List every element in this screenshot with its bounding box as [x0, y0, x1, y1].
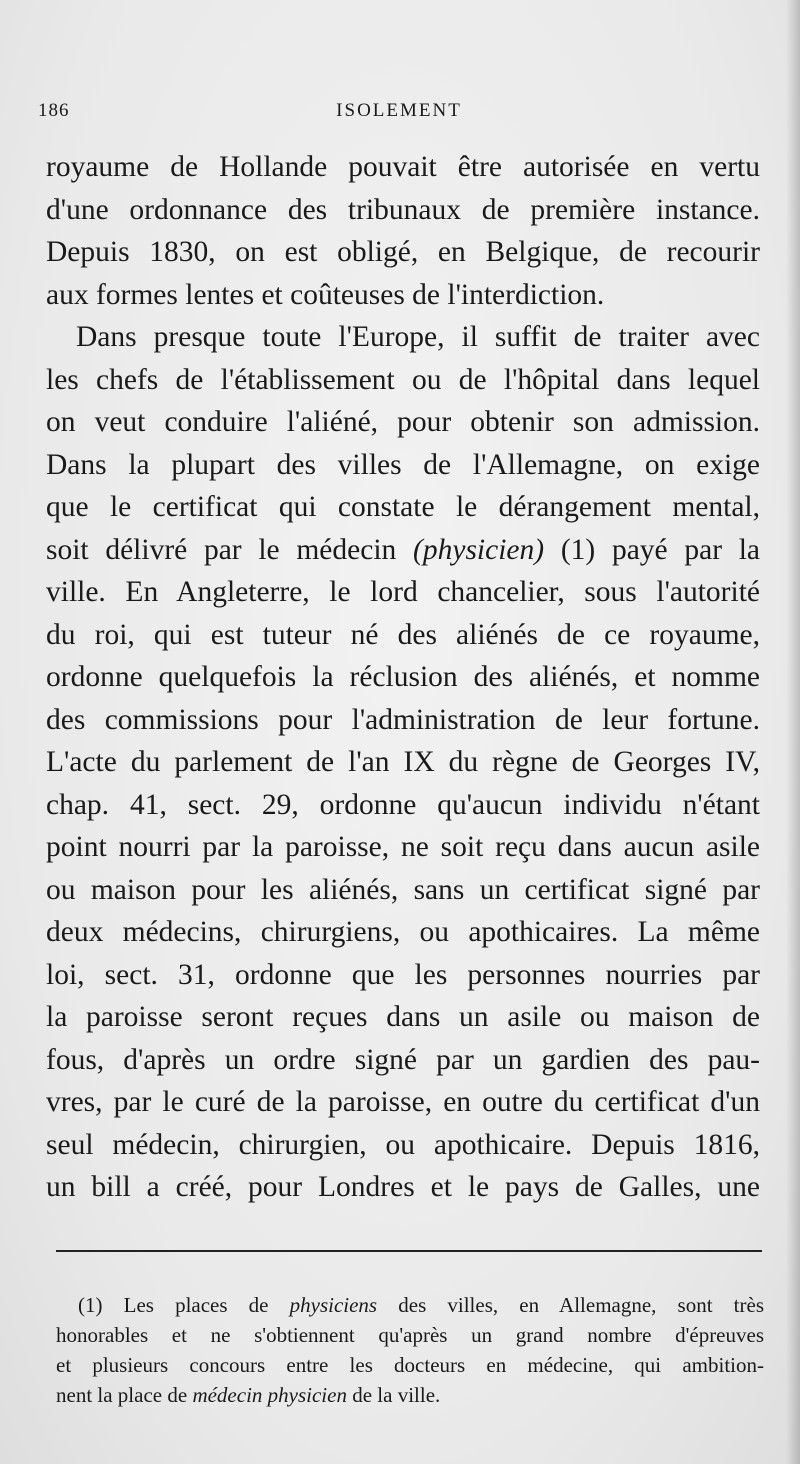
- footnote-line: [56, 1290, 764, 1320]
- text-line: un bill a créé, pour Londres et le pays de Galles, une: [46, 1171, 760, 1203]
- page-header: [38, 100, 760, 130]
- text-segment: soit délivré par le médecin: [46, 533, 397, 566]
- text-segment: des villes, en Allemagne, sont très: [398, 1293, 764, 1317]
- page-edge-shadow: [786, 0, 800, 1464]
- main-text: [46, 146, 760, 1209]
- text-line: vres, par le curé de la paroisse, en outre du certificat d'un: [46, 1086, 760, 1118]
- text-line: royaume de Hollande pouvait être autorisée en vertu: [46, 151, 760, 183]
- footnote-line: honorables et ne s'obtiennent qu'après un grand nombre d'épreuves: [56, 1323, 764, 1347]
- text-segment: (1) Les places de: [78, 1293, 269, 1317]
- text-line: des commissions pour l'administration de leur fortune.: [46, 703, 760, 736]
- paragraph-start-line: Dans presque toute l'Europe, il suffit de traiter avec: [76, 321, 760, 353]
- italic-term: physiciens: [289, 1293, 378, 1317]
- text-line: la paroisse seront reçues dans un asile ou maison de: [46, 1001, 760, 1033]
- text-line: aux formes lentes et coûteuses de l'interdiction.: [46, 278, 605, 311]
- text-line: deux médecins, chirurgiens, ou apothicaires. La même: [46, 916, 760, 948]
- page-number: 186: [38, 100, 70, 121]
- text-line: Depuis 1830, on est obligé, en Belgique, de recourir: [46, 236, 760, 268]
- text-line: ou maison pour les aliénés, sans un certificat signé par: [46, 873, 760, 906]
- footnote-divider: [56, 1250, 762, 1252]
- italic-term: (physicien): [413, 533, 545, 566]
- text-line: chap. 41, sect. 29, ordonne qu'aucun individu n'étant: [46, 788, 760, 821]
- text-line: loi, sect. 31, ordonne que les personnes nourries par: [46, 958, 760, 991]
- text-line: L'acte du parlement de l'an IX du règne de Georges IV,: [46, 746, 760, 778]
- text-segment: nent la place de: [56, 1383, 188, 1407]
- text-line: seul médecin, chirurgien, ou apothicaire. Depuis 1816,: [46, 1128, 760, 1161]
- running-head: ISOLEMENT: [336, 100, 462, 121]
- text-line-with-italic: [46, 529, 760, 572]
- text-line: d'une ordonnance des tribunaux de première instance.: [46, 193, 760, 226]
- text-segment: de la ville.: [352, 1383, 441, 1407]
- text-line: ordonne quelquefois la réclusion des aliénés, et nomme: [46, 661, 760, 693]
- footnote-reference: (1) payé par la: [560, 533, 760, 566]
- text-line: on veut conduire l'aliéné, pour obtenir son admission.: [46, 406, 760, 438]
- italic-term: médecin physicien: [192, 1383, 347, 1407]
- text-line: point nourri par la paroisse, ne soit reçu dans aucun asile: [46, 831, 760, 863]
- text-line: fous, d'après un ordre signé par un gardien des pau-: [46, 1043, 760, 1076]
- text-line: du roi, qui est tuteur né des aliénés de ce royaume,: [46, 618, 760, 651]
- footnote-line: [56, 1380, 764, 1410]
- text-line: que le certificat qui constate le dérangement mental,: [46, 491, 760, 523]
- footnote-line: et plusieurs concours entre les docteurs en médecine, qui ambition-: [56, 1353, 764, 1377]
- text-line: Dans la plupart des villes de l'Allemagne, on exige: [46, 448, 760, 481]
- text-line: les chefs de l'établissement ou de l'hôpital dans lequel: [46, 363, 760, 396]
- text-line: ville. En Angleterre, le lord chancelier, sous l'autorité: [46, 576, 760, 608]
- footnote: [56, 1290, 764, 1410]
